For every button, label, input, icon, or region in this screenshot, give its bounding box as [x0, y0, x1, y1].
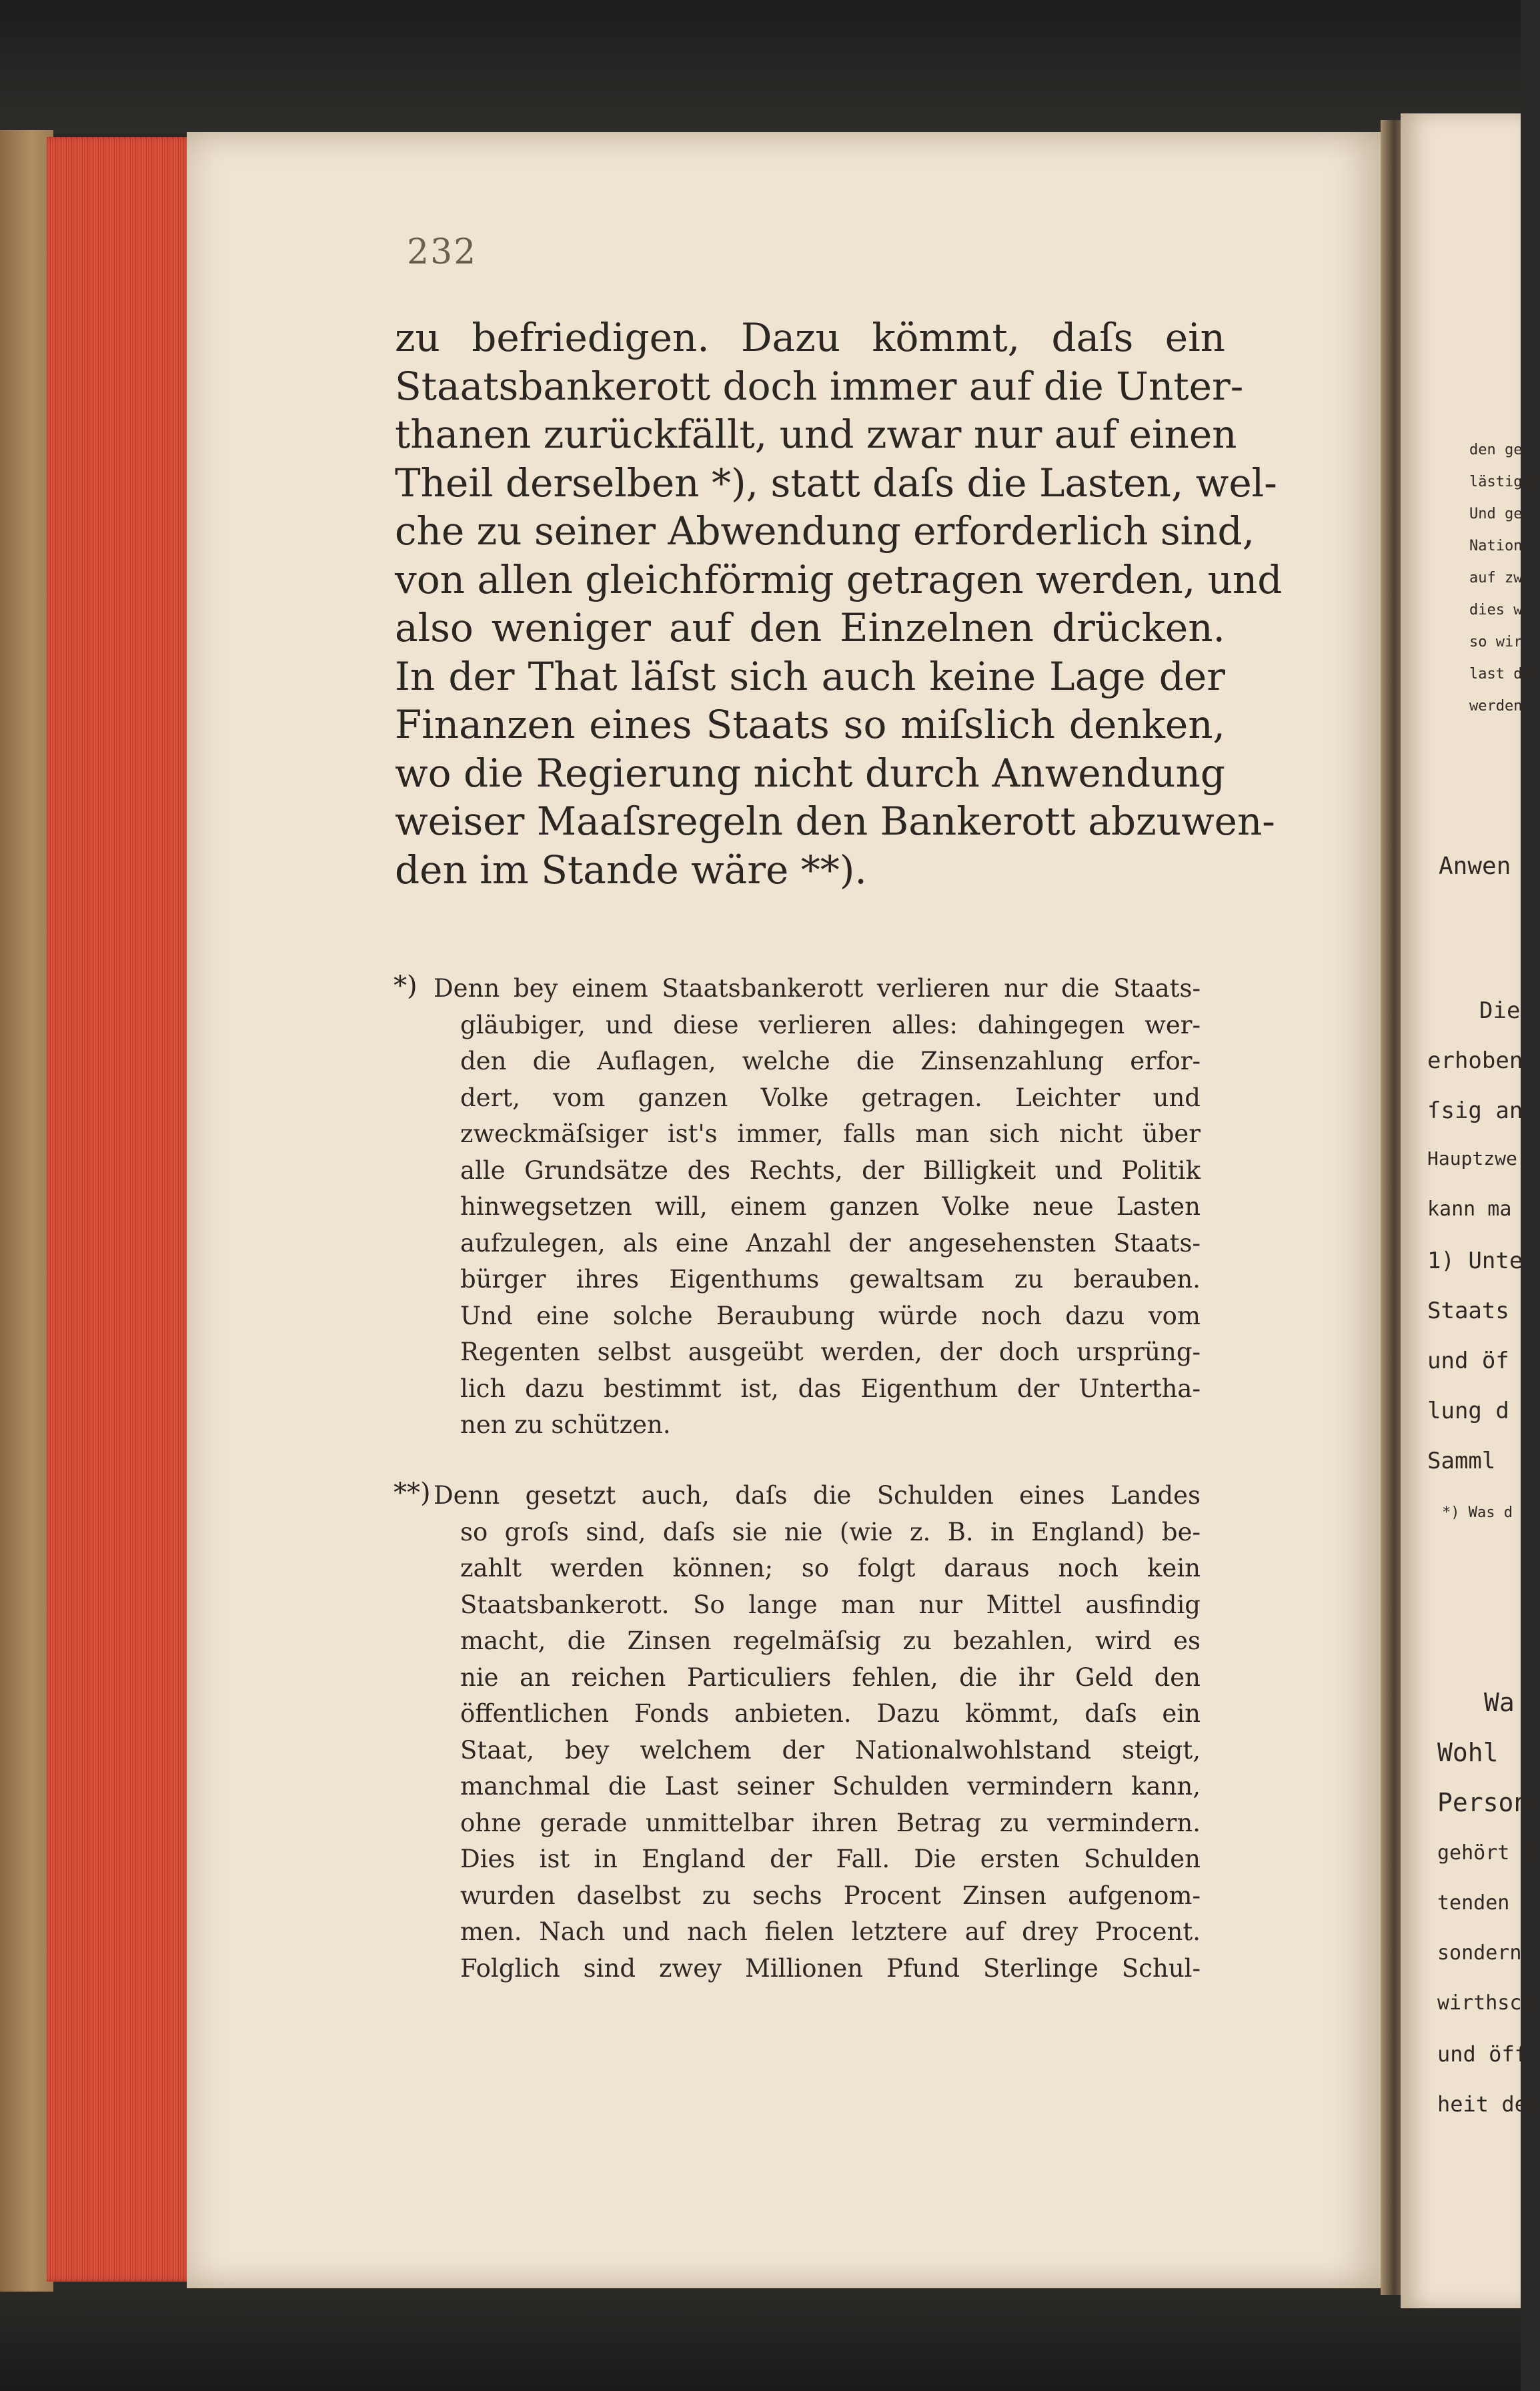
footnote-line: bürger ihres Eigenthums gewaltsam zu berauben.	[460, 1265, 1201, 1294]
red-page-edges	[47, 137, 200, 2282]
footnote-line: zahlt werden können; so folgt daraus noch kein	[460, 1554, 1201, 1582]
main-text-block	[395, 314, 1283, 894]
main-text-line: In der That läſst sich auch keine Lage der	[395, 653, 1225, 699]
footnote-line: macht, die Zinsen regelmäſsig zu bezahlen, wird es	[460, 1626, 1201, 1655]
right-page-line: gehört d	[1437, 1841, 1534, 1865]
right-page-line: tenden	[1437, 1891, 1510, 1915]
footnote-line: Denn bey einem Staatsbankerott verlieren nur die Staats-	[434, 974, 1201, 1003]
right-page-line: auf zw	[1469, 570, 1523, 586]
footnote-line: Staat, bey welchem der Nationalwohlstand steigt,	[460, 1735, 1201, 1765]
backdrop-top	[0, 0, 1521, 133]
right-page-line: 1) Unte	[1427, 1248, 1523, 1274]
footnote-line: manchmal die Last seiner Schulden vermindern kann,	[460, 1772, 1201, 1801]
footnote-1	[394, 971, 1201, 1444]
right-page-line: Und ge	[1469, 506, 1523, 522]
footnote-line: nie an reichen Particuliers fehlen, die ihr Geld den	[460, 1662, 1201, 1692]
right-page-line: last da	[1469, 666, 1531, 682]
footnote-line: gläubiger, und diese verlieren alles: dahingegen wer-	[460, 1010, 1201, 1039]
footnote-line: Denn gesetzt auch, daſs die Schulden eines Landes	[434, 1481, 1201, 1510]
footnote-line: öffentlichen Fonds anbieten. Dazu kömmt, daſs ein	[460, 1699, 1201, 1728]
footnote-line: Folglich sind zwey Millionen Pfund Sterlinge Schul-	[460, 1953, 1201, 1983]
book-cover-edge	[0, 130, 53, 2292]
footnote-marker: **)	[394, 1478, 431, 1508]
footnote-line: Staatsbankerott. So lange man nur Mittel ausfindig	[460, 1590, 1201, 1619]
main-text-line: zu befriedigen. Dazu kömmt, daſs ein	[395, 315, 1225, 360]
right-page-line: so wir	[1469, 634, 1523, 650]
main-text-line: Staatsbankerott doch immer auf die Unter-	[395, 363, 1244, 409]
footnote-2	[394, 1478, 1201, 1987]
footnote-line: so groſs sind, daſs sie nie (wie z. B. in England) be-	[460, 1517, 1201, 1546]
right-page-line: Samml	[1427, 1448, 1496, 1474]
right-page-line: erhoben	[1427, 1047, 1523, 1074]
right-page-line: sondern	[1437, 1941, 1522, 1965]
footnote-line: zweckmäſsiger ist's immer, falls man sich nicht über	[460, 1119, 1201, 1148]
footnote-line: men. Nach und nach fielen letztere auf drey Procent.	[460, 1917, 1201, 1946]
right-page-line: kann ma	[1427, 1198, 1512, 1221]
main-text-line: che zu seiner Abwendung erforderlich sind,	[395, 508, 1255, 554]
right-page-line: und öff	[1437, 2041, 1527, 2067]
main-text-line: von allen gleichförmig getragen werden, und	[395, 556, 1283, 602]
right-page-line: lung d	[1427, 1398, 1509, 1424]
footnote-line: aufzulegen, als eine Anzahl der angesehensten Staats-	[460, 1228, 1201, 1258]
main-text-line: Theil derselben *), statt daſs die Lasten, wel-	[395, 460, 1277, 506]
right-page-line: lästiger	[1469, 474, 1540, 490]
footnote-line: dert, vom ganzen Volke getragen. Leichter und	[460, 1083, 1201, 1112]
main-text-line: Finanzen eines Staats so miſslich denken,	[395, 702, 1225, 747]
right-page-line: wirthsch	[1437, 1991, 1534, 2015]
right-page	[1401, 113, 1540, 2308]
right-page-line: Staats	[1427, 1298, 1509, 1324]
right-page-line: Wa	[1484, 1688, 1515, 1717]
right-page-line: Wohl	[1437, 1738, 1499, 1767]
right-page-footnote: *) Was d	[1442, 1504, 1513, 1521]
footnote-line: lich dazu bestimmt ist, das Eigenthum der Untertha-	[460, 1374, 1201, 1403]
footnote-line: Und eine solche Beraubung würde noch dazu vom	[460, 1301, 1201, 1330]
page-number: 232	[407, 232, 478, 272]
right-page-line: werden	[1469, 698, 1523, 714]
footnote-line: ohne gerade unmittelbar ihren Betrag zu vermindern.	[460, 1808, 1201, 1837]
right-page-line: Die	[1479, 997, 1521, 1024]
footnote-line: Dies ist in England der Fall. Die ersten Schulden	[460, 1845, 1201, 1873]
right-page-line: heit des	[1437, 2091, 1540, 2117]
right-page-line: dies w	[1469, 602, 1523, 618]
footnote-line: Regenten selbst ausgeübt werden, der doch ursprüng-	[460, 1338, 1201, 1366]
right-page-line: Nation	[1469, 538, 1523, 554]
footnote-line: alle Grundsätze des Rechts, der Billigkeit und Politik	[460, 1155, 1201, 1185]
main-text-line: weiser Maaſsregeln den Bankerott abzuwen-	[395, 799, 1275, 844]
right-page-line: Hauptzwe	[1427, 1147, 1517, 1169]
footnote-line: hinwegsetzen will, einem ganzen Volke neue Lasten	[460, 1192, 1201, 1221]
footnote-marker: *)	[394, 971, 418, 1001]
right-page-line: den ge	[1469, 442, 1523, 458]
right-page-line: und öf	[1427, 1348, 1509, 1374]
main-text-line: wo die Regierung nicht durch Anwendung	[395, 750, 1225, 796]
right-page-line: Person	[1437, 1788, 1529, 1817]
footnote-line: wurden daselbst zu sechs Procent Zinsen aufgenom-	[460, 1881, 1201, 1910]
main-text-line: also weniger auf den Einzelnen drücken.	[395, 605, 1225, 650]
footnote-line: den die Auflagen, welche die Zinsenzahlung erfor-	[460, 1047, 1201, 1075]
main-text-line: thanen zurückfällt, und zwar nur auf einen	[395, 412, 1237, 457]
footnote-line: nen zu schützen.	[460, 1410, 671, 1439]
right-page-heading: Anwen	[1439, 853, 1511, 880]
right-page-line: ſsig an	[1427, 1097, 1523, 1124]
main-text-line: den im Stande wäre **).	[395, 847, 867, 893]
